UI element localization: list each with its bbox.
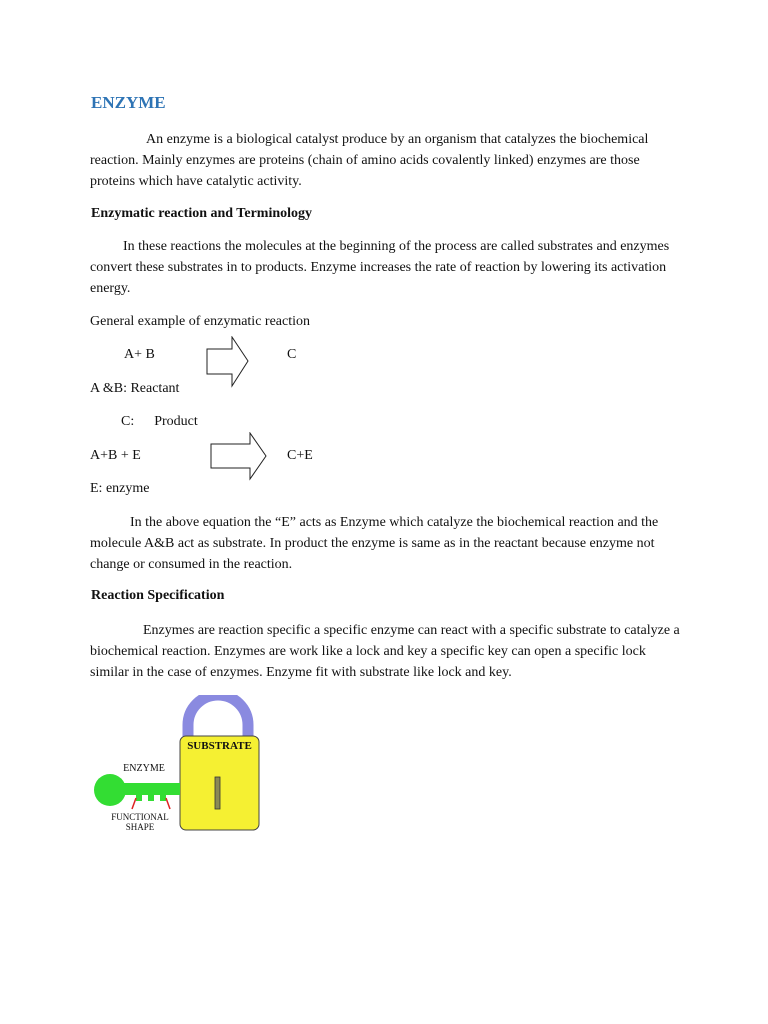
reactant-note: A &B: Reactant — [90, 381, 180, 396]
key-tooth-icon — [160, 795, 166, 801]
equation2-left: A+B + E — [90, 448, 141, 463]
equation1-right: C — [287, 347, 297, 362]
section-heading-specification: Reaction Specification — [91, 588, 225, 603]
explanation-paragraph: In the above equation the “E” acts as Enzyme which catalyze the biochemical reaction and the molecule A&B act as substrate. In product the enzyme is same as in the reactant because enzyme not change or consumed in the reaction. — [90, 515, 659, 572]
pointer-right-icon — [166, 798, 170, 809]
terminology-paragraph: In these reactions the molecules at the beginning of the process are called substrates and enzymes convert these substrates in to products. Enzyme increases the rate of reaction by lowering its activation energy. — [90, 239, 670, 296]
shape-label: SHAPE — [125, 822, 155, 832]
product-label: C: — [121, 414, 135, 429]
key-tooth-icon — [136, 795, 142, 801]
enzyme-note: E: enzyme — [90, 481, 150, 496]
reaction-arrow-1-icon — [200, 336, 252, 390]
equation2-right: C+E — [287, 448, 313, 463]
section-heading-terminology: Enzymatic reaction and Terminology — [91, 206, 313, 221]
specification-paragraph: Enzymes are reaction specific a specific enzyme can react with a specific substrate to catalyze a biochemical reaction. Enzymes are work like a lock and key a specific key can open a specific lock similar in the case of enzymes. Enzyme fit with substrate like lock and key. — [90, 623, 680, 680]
lock-and-key-figure — [88, 695, 268, 840]
product-text: Product — [154, 414, 198, 429]
keyhole-icon — [215, 777, 220, 809]
intro-paragraph: An enzyme is a biological catalyst produce by an organism that catalyzes the biochemical reaction. Mainly enzymes are proteins (chain of amino acids covalently linked) enzymes are those proteins which have catalytic activity. — [90, 132, 649, 189]
functional-label: FUNCTIONAL — [111, 812, 169, 822]
key-shaft-icon — [118, 783, 180, 795]
enzyme-label: ENZYME — [123, 763, 165, 774]
pointer-left-icon — [132, 798, 136, 809]
key-tooth-icon — [148, 795, 154, 801]
substrate-label: SUBSTRATE — [187, 740, 252, 752]
product-note — [121, 413, 198, 431]
equation1-left: A+ B — [124, 347, 155, 362]
page-title: ENZYME — [91, 93, 166, 112]
example-label: General example of enzymatic reaction — [90, 314, 310, 329]
reaction-arrow-2-icon — [206, 432, 272, 488]
